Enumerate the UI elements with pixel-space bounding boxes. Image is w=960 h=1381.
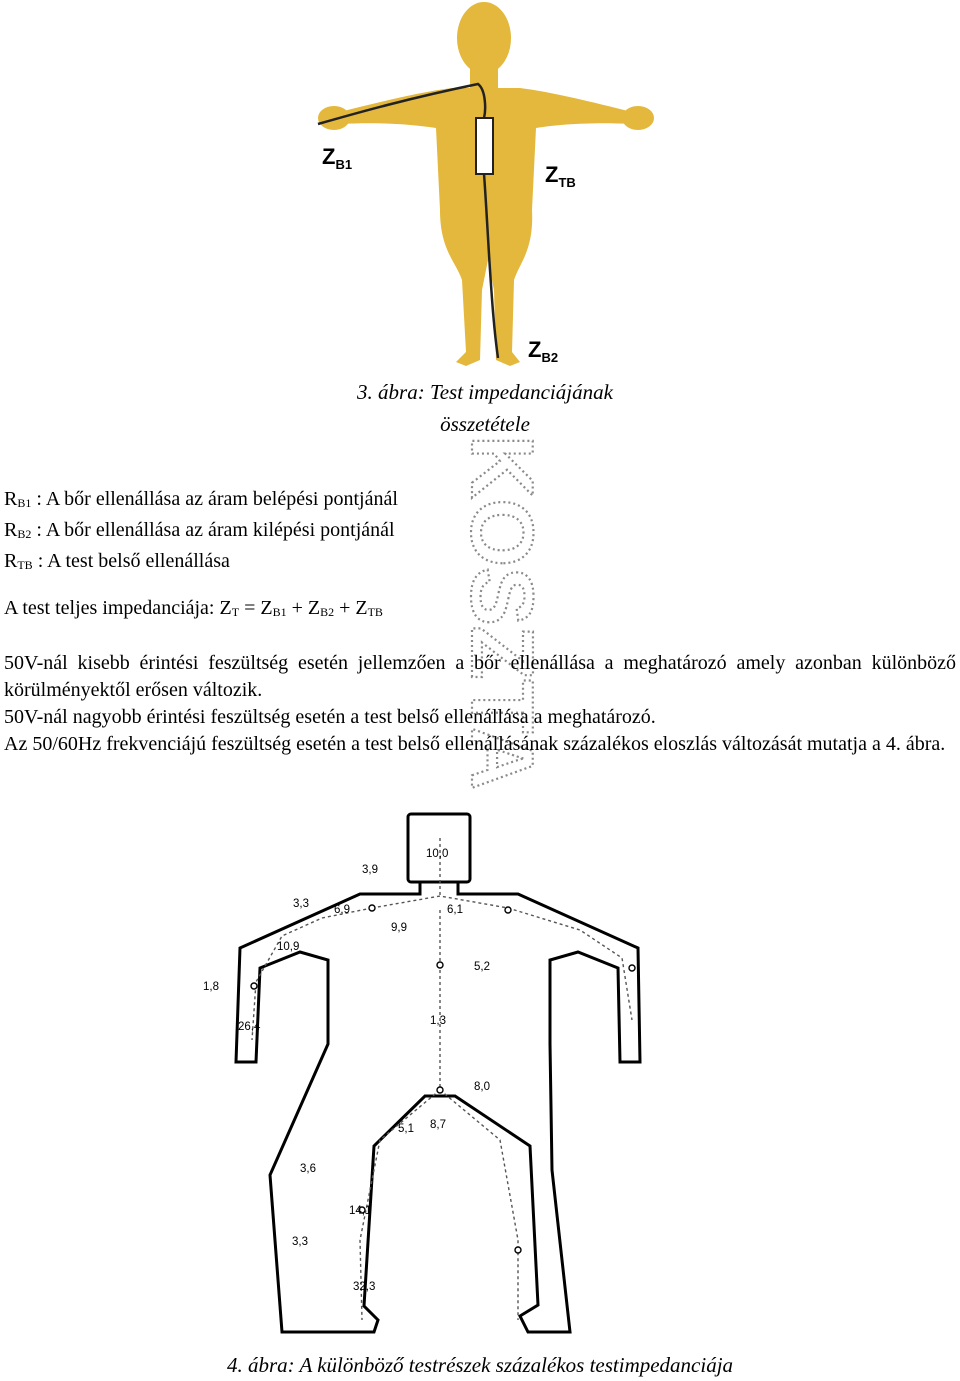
- value-upper-arm: 9,9: [391, 922, 407, 934]
- body-impedance-figure: [0, 0, 960, 380]
- value-wrist-left: 1,8: [203, 981, 219, 993]
- value-chest-mid: 5,2: [474, 961, 490, 973]
- paragraph-3: Az 50/60Hz frekvenciájú feszültség esetén a test belső ellenállásának százalékos eloszlás változását mutatja a 4. ábra.: [4, 733, 946, 755]
- impedance-values: [203, 848, 490, 1293]
- paragraph-2: 50V-nál nagyobb érintési feszültség esetén a test belső ellenállása a meghatározó.: [4, 706, 656, 728]
- junction-points: [251, 905, 635, 1253]
- value-hand-left: 26,4: [238, 1021, 261, 1033]
- zb1-label: $Z_{B1}$: [322, 144, 353, 172]
- value-pelvis: 8,0: [474, 1081, 490, 1093]
- value-thigh-left: 3,6: [300, 1163, 316, 1175]
- value-hip-right: 8,7: [430, 1119, 446, 1131]
- value-forearm-left: 10,9: [277, 941, 300, 953]
- value-head: 10,0: [426, 848, 449, 860]
- value-knee-left: 14,1: [349, 1205, 372, 1217]
- ztb-label: $Z_{TB}$: [545, 162, 576, 190]
- resistor-symbol: [476, 118, 493, 174]
- value-neck: 3,9: [362, 864, 378, 876]
- value-foot-left: 32,3: [353, 1281, 376, 1293]
- value-chest-right: 6,1: [447, 904, 463, 916]
- figure3-caption-line2: összetétele: [440, 412, 530, 436]
- definition-rtb: $R_{TB}$ : A test belső ellenállása: [4, 550, 230, 572]
- definition-rb2: $R_{B2}$ : A bőr ellenállása az áram kilépési pontjánál: [4, 519, 395, 541]
- value-abdomen: 1,3: [430, 1015, 446, 1027]
- watermark-text: KOSZTA: [453, 435, 552, 791]
- zb2-label: $Z_{B2}$: [528, 337, 559, 365]
- value-chest-left: 6,9: [334, 904, 350, 916]
- total-impedance-formula: A test teljes impedanciája: $Z_T = Z_{B1} + Z_{B2} + Z_{TB}$: [4, 597, 383, 619]
- current-path-lines: [252, 838, 632, 1320]
- paragraph-1: 50V-nál kisebb érintési feszültség esetén jellemzően a bőr ellenállása a meghatározó amely azonban különböző körülményektől erősen változik.: [4, 652, 956, 701]
- body-outline: [236, 814, 640, 1332]
- figure3-caption-line1: 3. ábra: Test impedanciájának: [357, 380, 613, 404]
- value-shoulder-left: 3,3: [293, 898, 309, 910]
- definition-rb1: $R_{B1}$ : A bőr ellenállása az áram belépési pontjánál: [4, 488, 398, 510]
- value-hip-left: 5,1: [398, 1123, 414, 1135]
- value-shin-left: 3,3: [292, 1236, 308, 1248]
- body-silhouette: [318, 2, 654, 366]
- body-text: [4, 650, 956, 758]
- figure4-caption: 4. ábra: A különböző testrészek százalékos testimpedanciája: [226, 1353, 734, 1377]
- impedance-distribution-figure: [0, 800, 960, 1350]
- definitions-list: [4, 486, 398, 579]
